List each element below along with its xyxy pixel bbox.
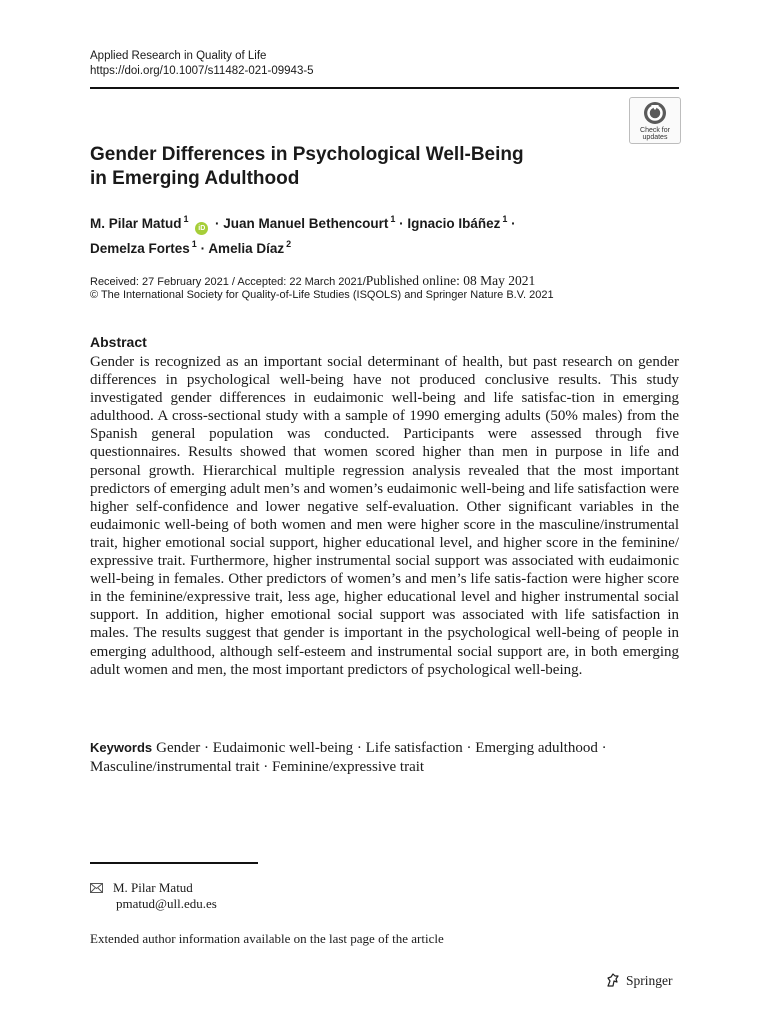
title-line-1: Gender Differences in Psychological Well-Being (90, 144, 524, 165)
corresponding-author-name: M. Pilar Matud (113, 880, 193, 895)
check-updates-label: Check for updates (640, 127, 670, 141)
correspondence-block (90, 880, 217, 911)
author-name[interactable]: Demelza Fortes (90, 241, 190, 256)
article-title (90, 143, 610, 191)
author-name[interactable]: Juan Manuel Bethencourt (223, 216, 389, 231)
abstract-heading: Abstract (90, 334, 147, 350)
copyright-notice: © The International Society for Quality-of-Life Studies (ISQOLS) and Springer Nature B.V. 2021 (90, 289, 554, 301)
author-affiliation: 1 (390, 214, 396, 224)
author-list: M. Pilar Matud $^1$ iD · Juan Manuel Bethencourt $^1$ · Ignacio Ibáñez $^1$ · Demelza Fortes $^1$ · Amelia Díaz $^2$ (90, 214, 516, 256)
author-affiliation: 1 (502, 214, 508, 224)
publication-dates (90, 274, 535, 289)
keywords-label: Keywords (90, 740, 153, 755)
author-name[interactable]: M. Pilar Matud (90, 216, 182, 231)
header-rule (90, 87, 679, 89)
corresponding-author-email[interactable]: pmatud@ull.edu.es (116, 895, 217, 911)
abstract-text: Gender is recognized as an important social determinant of health, but past research on gender differences in psychological well-being have not produced conclusive results. This study investigated gender differences in eudaimonic well-being and life satisfac-tion in emerging adulthood. A cross-sectional study with a sample of 1990 emerging adults (50% males) from the Spanish general population was conducted. Participants were assessed through five questionnaires. Results showed that women scored higher than men in purpose in life and personal growth. Hierarchical multiple regression analysis revealed that the most important predictors of emerging adult men’s and women’s eudaimonic well-being and life satisfaction were higher self-confidence and lower negative self-evaluation. Other significant variables in the eudaimonic well-being of both women and men were higher score in the masculine/instrumental trait, higher emotional social support, higher educational level, and higher score in the feminine/ expressive trait. Furthermore, higher instrumental social support was associated with eudaimonic well-being in females. Other predictors of women’s and men’s life satis-faction were higher score in the feminine/expressive trait, less age, higher educational level and higher instrumental social support. In addition, higher emotional social support was associated with life satisfaction in males. The results suggest that gender is important in the psychological well-being of people in emerging adulthood, although self-esteem and instrumental social support are, in both emerging adult women and men, the most important predictors of psychological well-being. (90, 354, 679, 678)
author-name[interactable]: Amelia Díaz (208, 241, 285, 256)
check-updates-icon (642, 101, 668, 125)
footnote-rule (90, 862, 258, 864)
springer-horse-icon (605, 972, 621, 988)
publisher-logo (605, 972, 673, 990)
received-accepted-dates: Received: 27 February 2021 / Accepted: 22 March 2021/ (90, 276, 366, 288)
extended-author-info: Extended author information available on the last page of the article (90, 931, 444, 946)
title-line-2: in Emerging Adulthood (90, 168, 300, 189)
publisher-name: Springer (626, 973, 673, 988)
doi-link[interactable]: https://doi.org/10.1007/s11482-021-09943-5 (90, 65, 314, 77)
check-for-updates-badge[interactable] (629, 97, 681, 144)
author-affiliation: 2 (286, 239, 292, 249)
author-affiliation: 1 (191, 239, 197, 249)
journal-name: Applied Research in Quality of Life (90, 50, 267, 62)
keywords-list: Gender · Eudaimonic well-being · Life satisfaction · Emerging adulthood · Masculine/instrumental trait · Feminine/expressive trait (90, 740, 607, 775)
envelope-icon (90, 881, 103, 891)
author-name[interactable]: Ignacio Ibáñez (407, 216, 501, 231)
author-affiliation: 1 (183, 214, 189, 224)
keywords-section (90, 739, 679, 776)
published-online-date: Published online: 08 May 2021 (365, 273, 536, 288)
orcid-icon[interactable]: iD (195, 222, 208, 235)
